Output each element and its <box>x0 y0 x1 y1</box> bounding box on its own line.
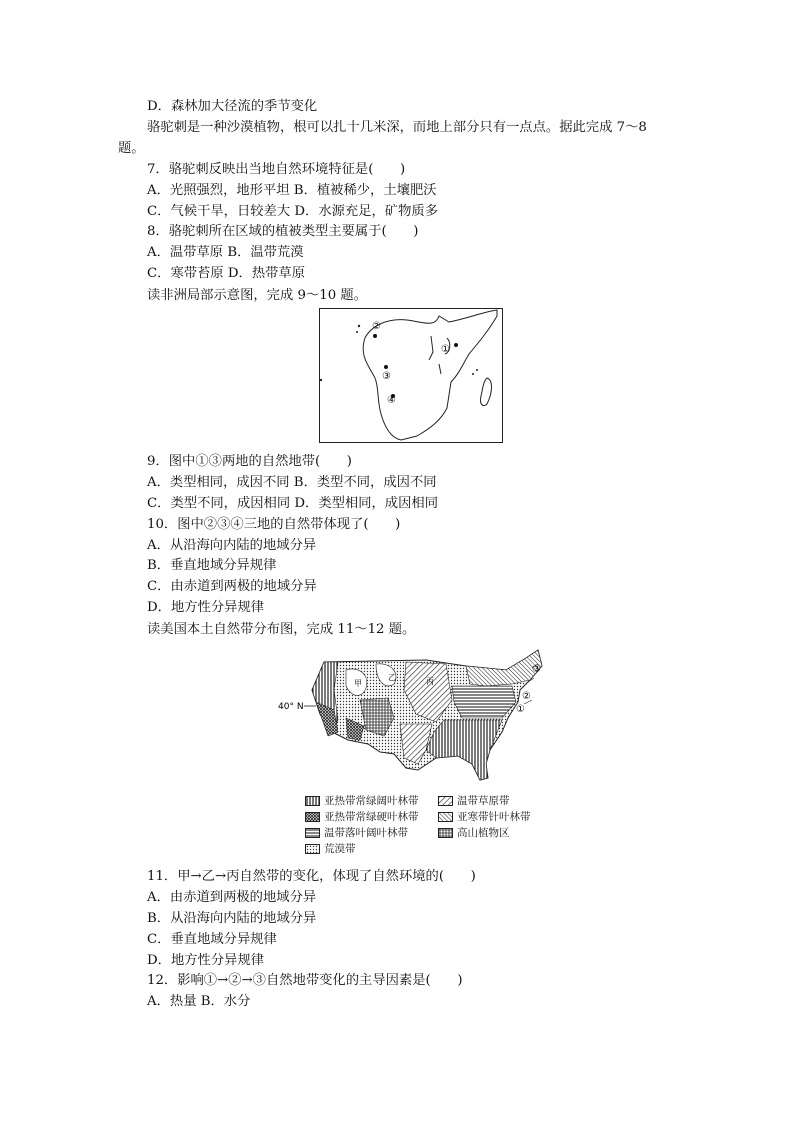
legend-item: 高山植物区 <box>438 826 510 840</box>
zone-yi: 乙 <box>388 673 396 682</box>
africa-map-figure <box>319 308 503 443</box>
marker-1: ① <box>516 704 525 715</box>
q8-options-ab: A．温带草原 B．温带荒漠 <box>147 245 304 260</box>
marker-3: ③ <box>532 664 541 675</box>
q10-option-d: D．地方性分异规律 <box>147 600 265 615</box>
marker-2: ② <box>522 691 531 702</box>
africa-intro: 读非洲局部示意图，完成 9～10 题。 <box>147 288 367 303</box>
africa-marker-3: ③ <box>382 371 391 382</box>
question-11: 11．甲→乙→丙自然带的变化，体现了自然环境的( ) <box>147 869 476 884</box>
usa-map-figure <box>276 640 546 790</box>
latitude-label: 40° N <box>278 702 304 712</box>
q10-option-b: B．垂直地域分异规律 <box>147 558 277 573</box>
question-8: 8．骆驼刺所在区域的植被类型主要属于( ) <box>147 224 419 239</box>
africa-marker-4: ④ <box>387 395 396 406</box>
q7-options-cd: C．气候干旱，日较差大 D．水源充足，矿物质多 <box>147 204 438 219</box>
legend-swatch <box>305 796 320 806</box>
q11-option-d: D．地方性分异规律 <box>147 953 265 968</box>
q10-option-c: C．由赤道到两极的地域分异 <box>147 579 317 594</box>
legend-item: 温带落叶阔叶林带 <box>305 826 408 840</box>
passage-text-cont: 题。 <box>118 141 145 156</box>
q12-options-ab: A．热量 B．水分 <box>147 994 251 1009</box>
legend-swatch <box>438 828 453 838</box>
usa-intro: 读美国本土自然带分布图，完成 11～12 题。 <box>147 622 416 637</box>
passage-text: 骆驼刺是一种沙漠植物，根可以扎十几米深，而地上部分只有一点点。据此完成 7～8 <box>147 120 647 135</box>
legend-swatch <box>305 844 320 854</box>
q9-options-cd: C．类型不同，成因相同 D．类型相同，成因相同 <box>147 496 438 511</box>
africa-marker-1: ① <box>441 344 450 355</box>
q9-options-ab: A．类型相同，成因不同 B．类型不同，成因不同 <box>147 475 437 490</box>
legend-item: 亚热带常绿硬叶林带 <box>305 810 419 824</box>
legend-item: 亚寒带针叶林带 <box>438 810 531 824</box>
legend-swatch <box>438 796 453 806</box>
option-d-text: D．森林加大径流的季节变化 <box>147 99 318 114</box>
question-10: 10．图中②③④三地的自然带体现了( ) <box>147 517 401 532</box>
question-9: 9．图中①③两地的自然地带( ) <box>147 454 352 469</box>
legend-swatch <box>305 812 320 822</box>
q10-option-a: A．从沿海向内陆的地域分异 <box>147 538 317 553</box>
legend-swatch <box>438 812 453 822</box>
zone-jia: 甲 <box>354 679 362 688</box>
zone-bing: 丙 <box>426 677 434 686</box>
legend-item: 温带草原带 <box>438 794 510 808</box>
question-7: 7．骆驼刺反映出当地自然环境特征是( ) <box>147 162 406 177</box>
africa-marker-2: ② <box>372 321 381 332</box>
legend-item: 荒漠带 <box>305 842 356 856</box>
question-12: 12．影响①→②→③自然地带变化的主导因素是( ) <box>147 973 463 988</box>
q8-options-cd: C．寒带苔原 D．热带草原 <box>147 266 306 281</box>
legend-item: 亚热带常绿阔叶林带 <box>305 794 419 808</box>
q11-option-b: B．从沿海向内陆的地域分异 <box>147 911 317 926</box>
q11-option-a: A．由赤道到两极的地域分异 <box>147 890 317 905</box>
q7-options-ab: A．光照强烈，地形平坦 B．植被稀少，土壤肥沃 <box>147 183 437 198</box>
legend-swatch <box>305 828 320 838</box>
q11-option-c: C．垂直地域分异规律 <box>147 932 277 947</box>
